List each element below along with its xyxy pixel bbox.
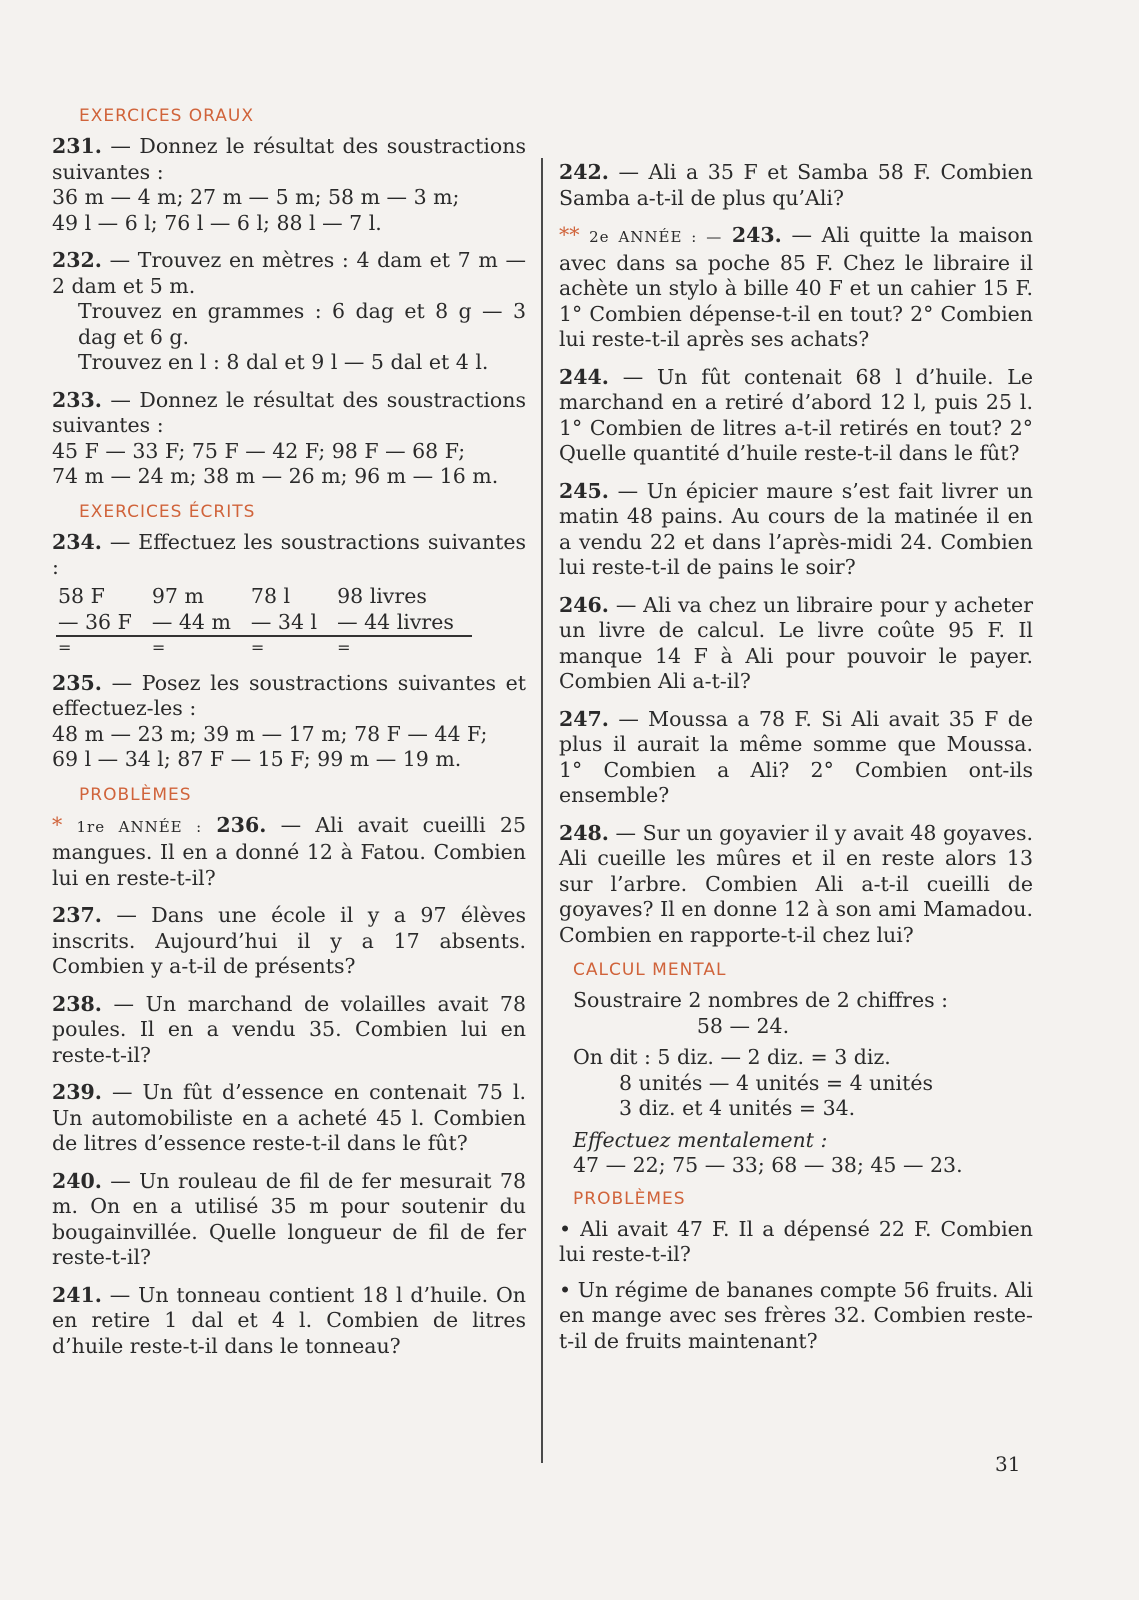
exercise-246 [559, 593, 1033, 695]
exercise-234 [52, 530, 526, 581]
exercise-text: — Un tonneau contient 18 l d’huile. On en retire 1 dal et 4 l. Combien de litres d’huile reste-t-il dans le tonneau? [52, 1282, 526, 1358]
exercise-number: 248. [559, 820, 609, 845]
subtraction-bottom: — 36 F [56, 609, 150, 636]
exercise-number: 236. [216, 812, 267, 837]
exercise-241 [52, 1283, 526, 1360]
exercise-line: 49 l — 6 l; 76 l — 6 l; 88 l — 7 l. [52, 210, 382, 235]
exercise-line: 36 m — 4 m; 27 m — 5 m; 58 m — 3 m; [52, 185, 460, 209]
exercise-245 [559, 479, 1033, 581]
exercise-line: 74 m — 24 m; 38 m — 26 m; 96 m — 16 m. [52, 464, 499, 488]
heading-exercices-oraux: EXERCICES ORAUX [79, 106, 255, 126]
right-column [559, 160, 1033, 1364]
annee-label: 2e ANNÉE : — [589, 228, 723, 246]
subtraction-top: 97 m [151, 583, 204, 608]
exercise-number: 239. [52, 1080, 102, 1104]
heading-problemes-right: PROBLÈMES [573, 1188, 686, 1209]
exercise-244 [559, 365, 1033, 467]
exercise-number: 238. [52, 991, 102, 1016]
exercise-240 [52, 1169, 526, 1271]
exercise-number: 244. [559, 364, 609, 389]
subtraction-result: = [337, 637, 351, 657]
exercise-line: 48 m — 23 m; 39 m — 17 m; 78 F — 44 F; [52, 721, 488, 746]
annee-label: 1re ANNÉE : [76, 817, 203, 836]
exercise-text: — Donnez le résultat des soustractions suivantes : [52, 134, 526, 184]
exercise-text: — Un fût contenait 68 l d’huile. Le marchand en a retiré d’abord 12 l, puis 25 l. 1° Combien de litres a-t-il retirés en tout? 2° Quelle quantité d’huile reste-t-il dans le fût? [559, 364, 1033, 465]
subtraction-result: = [58, 637, 72, 657]
exercise-number: 245. [559, 478, 609, 503]
mental-example: 58 — 24. [696, 1013, 790, 1038]
subtraction-top: 78 l [250, 583, 291, 608]
exercise-text: — Un rouleau de fil de fer mesurait 78 m. On en a utilisé 35 m pour soutenir du bougainvillée. Quelle longueur de fil de fer reste-t-il? [52, 1168, 526, 1269]
exercise-number: 242. [559, 160, 609, 184]
mental-intro: Soustraire 2 nombres de 2 chiffres : [573, 988, 949, 1012]
exercise-number: 232. [52, 248, 102, 272]
exercise-text: — Un épicier maure s’est fait livrer un matin 48 pains. Au cours de la matinée il en a vendu 22 et dans l’après-midi 24. Combien lui reste-t-il de pains le soir? [559, 478, 1033, 579]
exercise-text: — Ali va chez un libraire pour y acheter un livre de calcul. Le livre coûte 95 F. Il manque 14 F à Ali pour pouvoir le payer. Combien Ali a-t-il? [559, 592, 1033, 693]
bullet-icon: • [559, 1277, 572, 1302]
subtraction-bottom: — 44 livres [335, 609, 472, 636]
exercise-text: — Ali avait cueilli 25 mangues. Il en a donné 12 à Fatou. Combien lui en reste-t-il? [52, 812, 526, 890]
star-marker: * [52, 812, 63, 837]
mental-instruction: Effectuez mentalement : [573, 1127, 828, 1152]
subtraction-result: = [151, 637, 166, 657]
mental-line: 3 diz. et 4 unités = 34. [619, 1096, 856, 1120]
exercise-236 [52, 813, 526, 892]
page-number: 31 [995, 1452, 1021, 1476]
exercise-text: — Ali quitte la maison avec dans sa poche 85 F. Chez le libraire il achète un stylo à bille 40 F et un cahier 15 F. 1° Combien dépense-t-il en tout? 2° Combien lui reste-t-il après ses achats? [559, 223, 1033, 351]
subtraction-table [56, 583, 472, 657]
exercise-number: 246. [559, 592, 609, 617]
exercise-text: — Donnez le résultat des soustractions suivantes : [52, 387, 526, 437]
exercise-233 [52, 388, 526, 490]
exercise-number: 237. [52, 903, 102, 927]
exercise-text: — Un fût d’essence en contenait 75 l. Un automobiliste en a acheté 45 l. Combien de litres d’essence reste-t-il dans le fût? [52, 1080, 526, 1155]
exercise-237 [52, 903, 526, 980]
calcul-mental-block [573, 988, 1033, 1179]
exercise-232 [52, 248, 526, 376]
exercise-text: — Ali a 35 F et Samba 58 F. Combien Samba a-t-il de plus qu’Ali? [559, 160, 1033, 210]
heading-exercices-ecrits: EXERCICES ÉCRITS [79, 501, 256, 522]
exercise-text: — Dans une école il y a 97 élèves inscrits. Aujourd’hui il y a 17 absents. Combien y a-t-il de présents? [52, 903, 526, 978]
mental-operations: 47 — 22; 75 — 33; 68 — 38; 45 — 23. [573, 1153, 963, 1177]
exercise-242 [559, 160, 1033, 211]
problem-text: Ali avait 47 F. Il a dépensé 22 F. Combien lui reste-t-il? [559, 1216, 1033, 1266]
subtraction-top: 98 livres [337, 583, 427, 608]
problem-item [559, 1217, 1033, 1268]
exercise-248 [559, 821, 1033, 949]
heading-calcul-mental: CALCUL MENTAL [573, 960, 727, 980]
exercise-text: — Sur un goyavier il y avait 48 goyaves. Ali cueille les mûres et il en reste alors 13 sur l’arbre. Combien Ali a-t-il cueilli de goyaves? Il en donne 12 à son ami Mamadou. Combien en rapporte-t-il chez lui? [559, 820, 1033, 947]
subtraction-bottom: — 44 m [150, 609, 249, 636]
exercise-number: 234. [52, 529, 102, 554]
exercise-number: 243. [731, 223, 782, 247]
exercise-243 [559, 223, 1033, 353]
exercise-number: 247. [559, 706, 609, 731]
exercise-number: 231. [52, 134, 102, 158]
mental-line: On dit : 5 diz. — 2 diz. = 3 diz. [573, 1045, 891, 1069]
heading-problemes-left: PROBLÈMES [79, 784, 192, 805]
exercise-line: 69 l — 34 l; 87 F — 15 F; 99 m — 19 m. [52, 747, 462, 771]
column-divider [541, 158, 543, 1463]
exercise-231 [52, 134, 526, 236]
exercise-text: — Moussa a 78 F. Si Ali avait 35 F de plus il aurait la même somme que Moussa. 1° Combien a Ali? 2° Combien ont-ils ensemble? [559, 706, 1033, 807]
exercise-247 [559, 707, 1033, 809]
exercise-238 [52, 992, 526, 1069]
exercise-line: Trouvez en l : 8 dal et 9 l — 5 dal et 4 l. [78, 350, 489, 374]
exercise-text: — Posez les soustractions suivantes et effectuez-les : [52, 670, 526, 720]
exercise-text: — Un marchand de volailles avait 78 poules. Il en a vendu 35. Combien lui en reste-t-il? [52, 991, 526, 1067]
exercise-239 [52, 1080, 526, 1157]
problem-item [559, 1278, 1033, 1355]
subtraction-bottom: — 34 l [249, 609, 335, 636]
bullet-icon: • [559, 1216, 572, 1241]
exercise-number: 235. [52, 670, 102, 695]
mental-line: 8 unités — 4 unités = 4 unités [619, 1070, 933, 1095]
exercise-number: 241. [52, 1282, 102, 1307]
exercise-line: 45 F — 33 F; 75 F — 42 F; 98 F — 68 F; [52, 438, 466, 463]
exercise-text: — Trouvez en mètres : 4 dam et 7 m — 2 dam et 5 m. [52, 248, 526, 298]
exercise-number: 233. [52, 387, 102, 412]
star-marker: ** [559, 223, 580, 247]
subtraction-result: = [250, 637, 265, 657]
left-column [52, 100, 526, 1371]
exercise-text: — Effectuez les soustractions suivantes : [52, 529, 526, 579]
subtraction-top: 58 F [58, 583, 105, 608]
exercise-235 [52, 671, 526, 773]
problem-text: Un régime de bananes compte 56 fruits. Ali en mange avec ses frères 32. Combien reste-t-il de fruits maintenant? [559, 1277, 1033, 1353]
exercise-number: 240. [52, 1168, 102, 1193]
exercise-line: Trouvez en grammes : 6 dag et 8 g — 3 dag et 6 g. [78, 299, 526, 349]
